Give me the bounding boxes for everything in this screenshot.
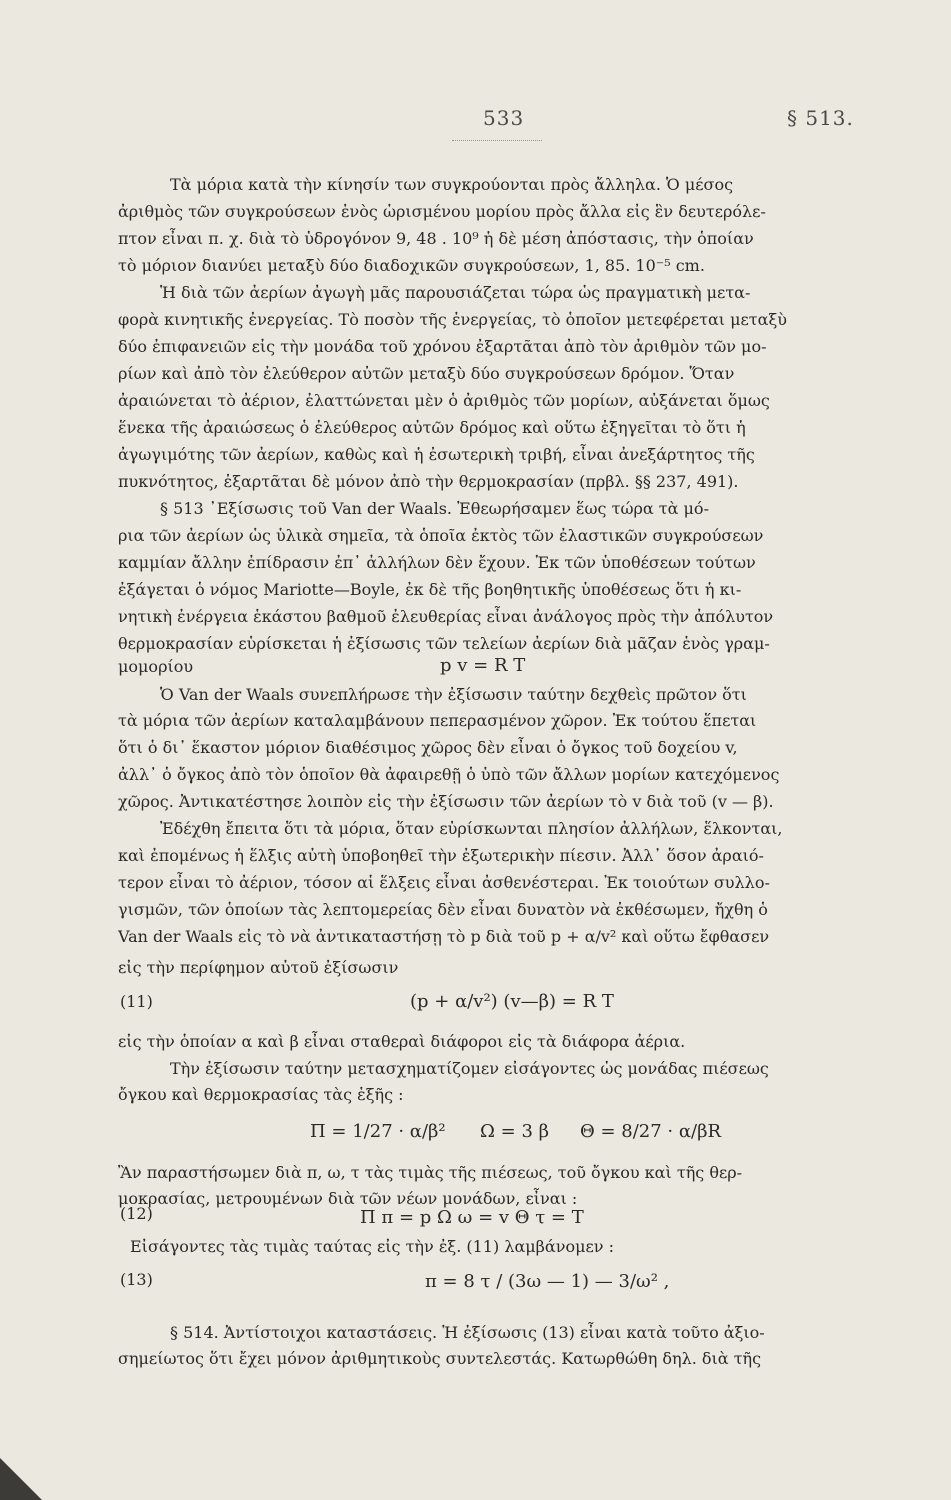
- text-line: καὶ ἐπομένως ἡ ἕλξις αὐτὴ ὑποβοηθεῖ τὴν ἐξωτερικὴν πίεσιν. Ἀλλ᾽ ὅσον ἀραιό-: [118, 846, 764, 865]
- section-heading-line: § 513 ᾽Εξίσωσις τοῦ Van der Waals. Ἐθεωρήσαμεν ἕως τώρα τὰ μό-: [160, 499, 709, 518]
- text-line: νητικὴ ἐνέργεια ἑκάστου βαθμοῦ ἐλευθερίας εἶναι ἀνάλογος πρὸς τὴν ἀπόλυτον: [118, 607, 774, 626]
- page-number: 533: [483, 106, 525, 130]
- text-line: ὅτι ὁ δι᾽ ἕκαστον μόριον διαθέσιμος χῶρος δὲν εἶναι ὁ ὄγκος τοῦ δοχείου v,: [118, 738, 738, 757]
- text-line: Τὴν ἐξίσωσιν ταύτην μετασχηματίζομεν εἰσάγοντες ὡς μονάδας πιέσεως: [170, 1059, 769, 1078]
- text-line: σημείωτος ὅτι ἔχει μόνον ἀριθμητικοὺς συντελεστάς. Κατωρθώθη δηλ. διὰ τῆς: [118, 1349, 762, 1368]
- text-line: Van der Waals εἰς τὸ νὰ ἀντικαταστήσῃ τὸ p διὰ τοῦ p + α/v² καὶ οὕτω ἔφθασεν: [118, 927, 770, 946]
- unit-temperature-equation: Θ = 8/27 · α/βR: [580, 1121, 722, 1142]
- header-rule: [452, 140, 542, 141]
- text-line: ἀλλ᾽ ὁ ὄγκος ἀπὸ τὸν ὁποῖον θὰ ἀφαιρεθῇ ὁ ὑπὸ τῶν ἄλλων μορίων κατεχόμενος: [118, 765, 780, 784]
- text-line: δύο ἐπιφανειῶν εἰς τὴν μονάδα τοῦ χρόνου ἐξαρτᾶται ἀπὸ τὸν ἀριθμὸν τῶν μο-: [118, 337, 767, 356]
- text-line: ὄγκου καὶ θερμοκρασίας τὰς ἑξῆς :: [118, 1085, 404, 1104]
- unit-volume-equation: Ω = 3 β: [480, 1121, 550, 1142]
- section-header: § 513.: [787, 106, 854, 130]
- text-line: ρια τῶν ἀερίων ὡς ὑλικὰ σημεῖα, τὰ ὁποῖα ἐκτὸς τῶν ἐλαστικῶν συγκρούσεων: [118, 526, 764, 545]
- page-corner-fold: [0, 1458, 42, 1500]
- text-line: Ὁ Van der Waals συνεπλήρωσε τὴν ἐξίσωσιν ταύτην δεχθεὶς πρῶτον ὅτι: [160, 685, 747, 704]
- text-line: φορὰ κινητικῆς ἐνεργείας. Τὸ ποσὸν τῆς ἐνεργείας, τὸ ὁποῖον μετεφέρεται μεταξὺ: [118, 310, 787, 329]
- text-line: τὰ μόρια τῶν ἀερίων καταλαμβάνουν πεπερασμένον χῶρον. Ἐκ τούτου ἕπεται: [118, 711, 757, 730]
- equation-number: (13): [120, 1270, 153, 1289]
- text-line: Ἐδέχθη ἔπειτα ὅτι τὰ μόρια, ὅταν εὑρίσκωνται πλησίον ἀλλήλων, ἕλκονται,: [160, 819, 783, 838]
- text-line: εἰς τὴν ὁποίαν α καὶ β εἶναι σταθεραὶ διάφοροι εἰς τὰ διάφορα ἀέρια.: [118, 1032, 686, 1051]
- text-line: εἰς τὴν περίφημον αὐτοῦ ἐξίσωσιν: [118, 958, 399, 977]
- text-line: πτον εἶναι π. χ. διὰ τὸ ὑδρογόνον 9, 48 . 10⁹ ἡ δὲ μέση ἀπόστασις, τὴν ὁποίαν: [118, 229, 754, 248]
- text-line: ἕνεκα τῆς ἀραιώσεως ὁ ἐλεύθερος αὐτῶν δρόμος καὶ οὕτω ἐξηγεῖται τὸ ὅτι ἡ: [118, 418, 746, 437]
- unit-pressure-equation: Π = 1/27 · α/β²: [310, 1121, 446, 1142]
- text-line: Ἂν παραστήσωμεν διὰ π, ω, τ τὰς τιμὰς τῆς πιέσεως, τοῦ ὄγκου καὶ τῆς θερ-: [118, 1163, 743, 1182]
- reduced-variables-equation: Π π = p Ω ω = v Θ τ = T: [360, 1207, 584, 1228]
- section-heading-line: § 514. Ἀντίστοιχοι καταστάσεις. Ἡ ἐξίσωσις (13) εἶναι κατὰ τοῦτο ἀξιο-: [170, 1323, 765, 1342]
- text-line: ἀριθμὸς τῶν συγκρούσεων ἑνὸς ὡρισμένου μορίου πρὸς ἄλλα εἰς ἓν δευτερόλε-: [118, 202, 766, 221]
- equation-number: (12): [120, 1204, 153, 1223]
- text-line: καμμίαν ἄλλην ἐπίδρασιν ἐπ᾽ ἀλλήλων δὲν ἔχουν. Ἐκ τῶν ὑποθέσεων τούτων: [118, 553, 756, 572]
- text-line: ἀραιώνεται τὸ ἀέριον, ἐλαττώνεται μὲν ὁ ἀριθμὸς τῶν μορίων, αὐξάνεται ὅμως: [118, 391, 770, 410]
- van-der-waals-equation: (p + α/v²) (v—β) = R T: [410, 991, 614, 1012]
- text-line: γισμῶν, τῶν ὁποίων τὰς λεπτομερείας δὲν εἶναι δυνατὸν νὰ ἐκθέσωμεν, ἤχθη ὁ: [118, 900, 768, 919]
- reduced-equation: π = 8 τ / (3ω — 1) — 3/ω² ,: [425, 1271, 670, 1292]
- text-line: Τὰ μόρια κατὰ τὴν κίνησίν των συγκρούονται πρὸς ἄλληλα. Ὁ μέσος: [170, 175, 734, 194]
- text-line: πυκνότητος, ἐξαρτᾶται δὲ μόνον ἀπὸ τὴν θερμοκρασίαν (πρβλ. §§ 237, 491).: [118, 472, 739, 491]
- text-line: ἐξάγεται ὁ νόμος Mariotte—Boyle, ἐκ δὲ τῆς βοηθητικῆς ὑποθέσεως ὅτι ἡ κι-: [118, 580, 742, 599]
- text-line: θερμοκρασίαν εὑρίσκεται ἡ ἐξίσωσις τῶν τελείων ἀερίων διὰ μᾶζαν ἑνὸς γραμ-: [118, 634, 770, 653]
- text-line: μοκρασίας, μετρουμένων διὰ τῶν νέων μονάδων, εἶναι :: [118, 1189, 578, 1208]
- text-line: ἀγωγιμότης τῶν ἀερίων, καθὼς καὶ ἡ ἐσωτερικὴ τριβή, εἶναι ἀνεξάρτητος τῆς: [118, 445, 755, 464]
- text-line: ρίων καὶ ἀπὸ τὸν ἐλεύθερον αὐτῶν μεταξὺ δύο συγκρούσεων δρόμον. Ὅταν: [118, 364, 735, 383]
- text-line: χῶρος. Ἀντικατέστησε λοιπὸν εἰς τὴν ἐξίσωσιν τῶν ἀερίων τὸ v διὰ τοῦ (v — β).: [118, 792, 774, 811]
- text-line: Εἰσάγοντες τὰς τιμὰς ταύτας εἰς τὴν ἐξ. (11) λαμβάνομεν :: [130, 1237, 614, 1256]
- text-line: τερον εἶναι τὸ ἀέριον, τόσον αἱ ἕλξεις εἶναι ἀσθενέστεραι. Ἐκ τοιούτων συλλο-: [118, 873, 770, 892]
- text-line: τὸ μόριον διανύει μεταξὺ δύο διαδοχικῶν συγκρούσεων, 1, 85. 10⁻⁵ cm.: [118, 256, 705, 275]
- ideal-gas-equation: p v = R T: [440, 655, 526, 676]
- equation-number: (11): [120, 992, 153, 1011]
- text-line: Ἡ διὰ τῶν ἀερίων ἀγωγὴ μᾶς παρουσιάζεται τώρα ὡς πραγματικὴ μετα-: [160, 283, 751, 302]
- text-line: μομορίου: [118, 657, 194, 676]
